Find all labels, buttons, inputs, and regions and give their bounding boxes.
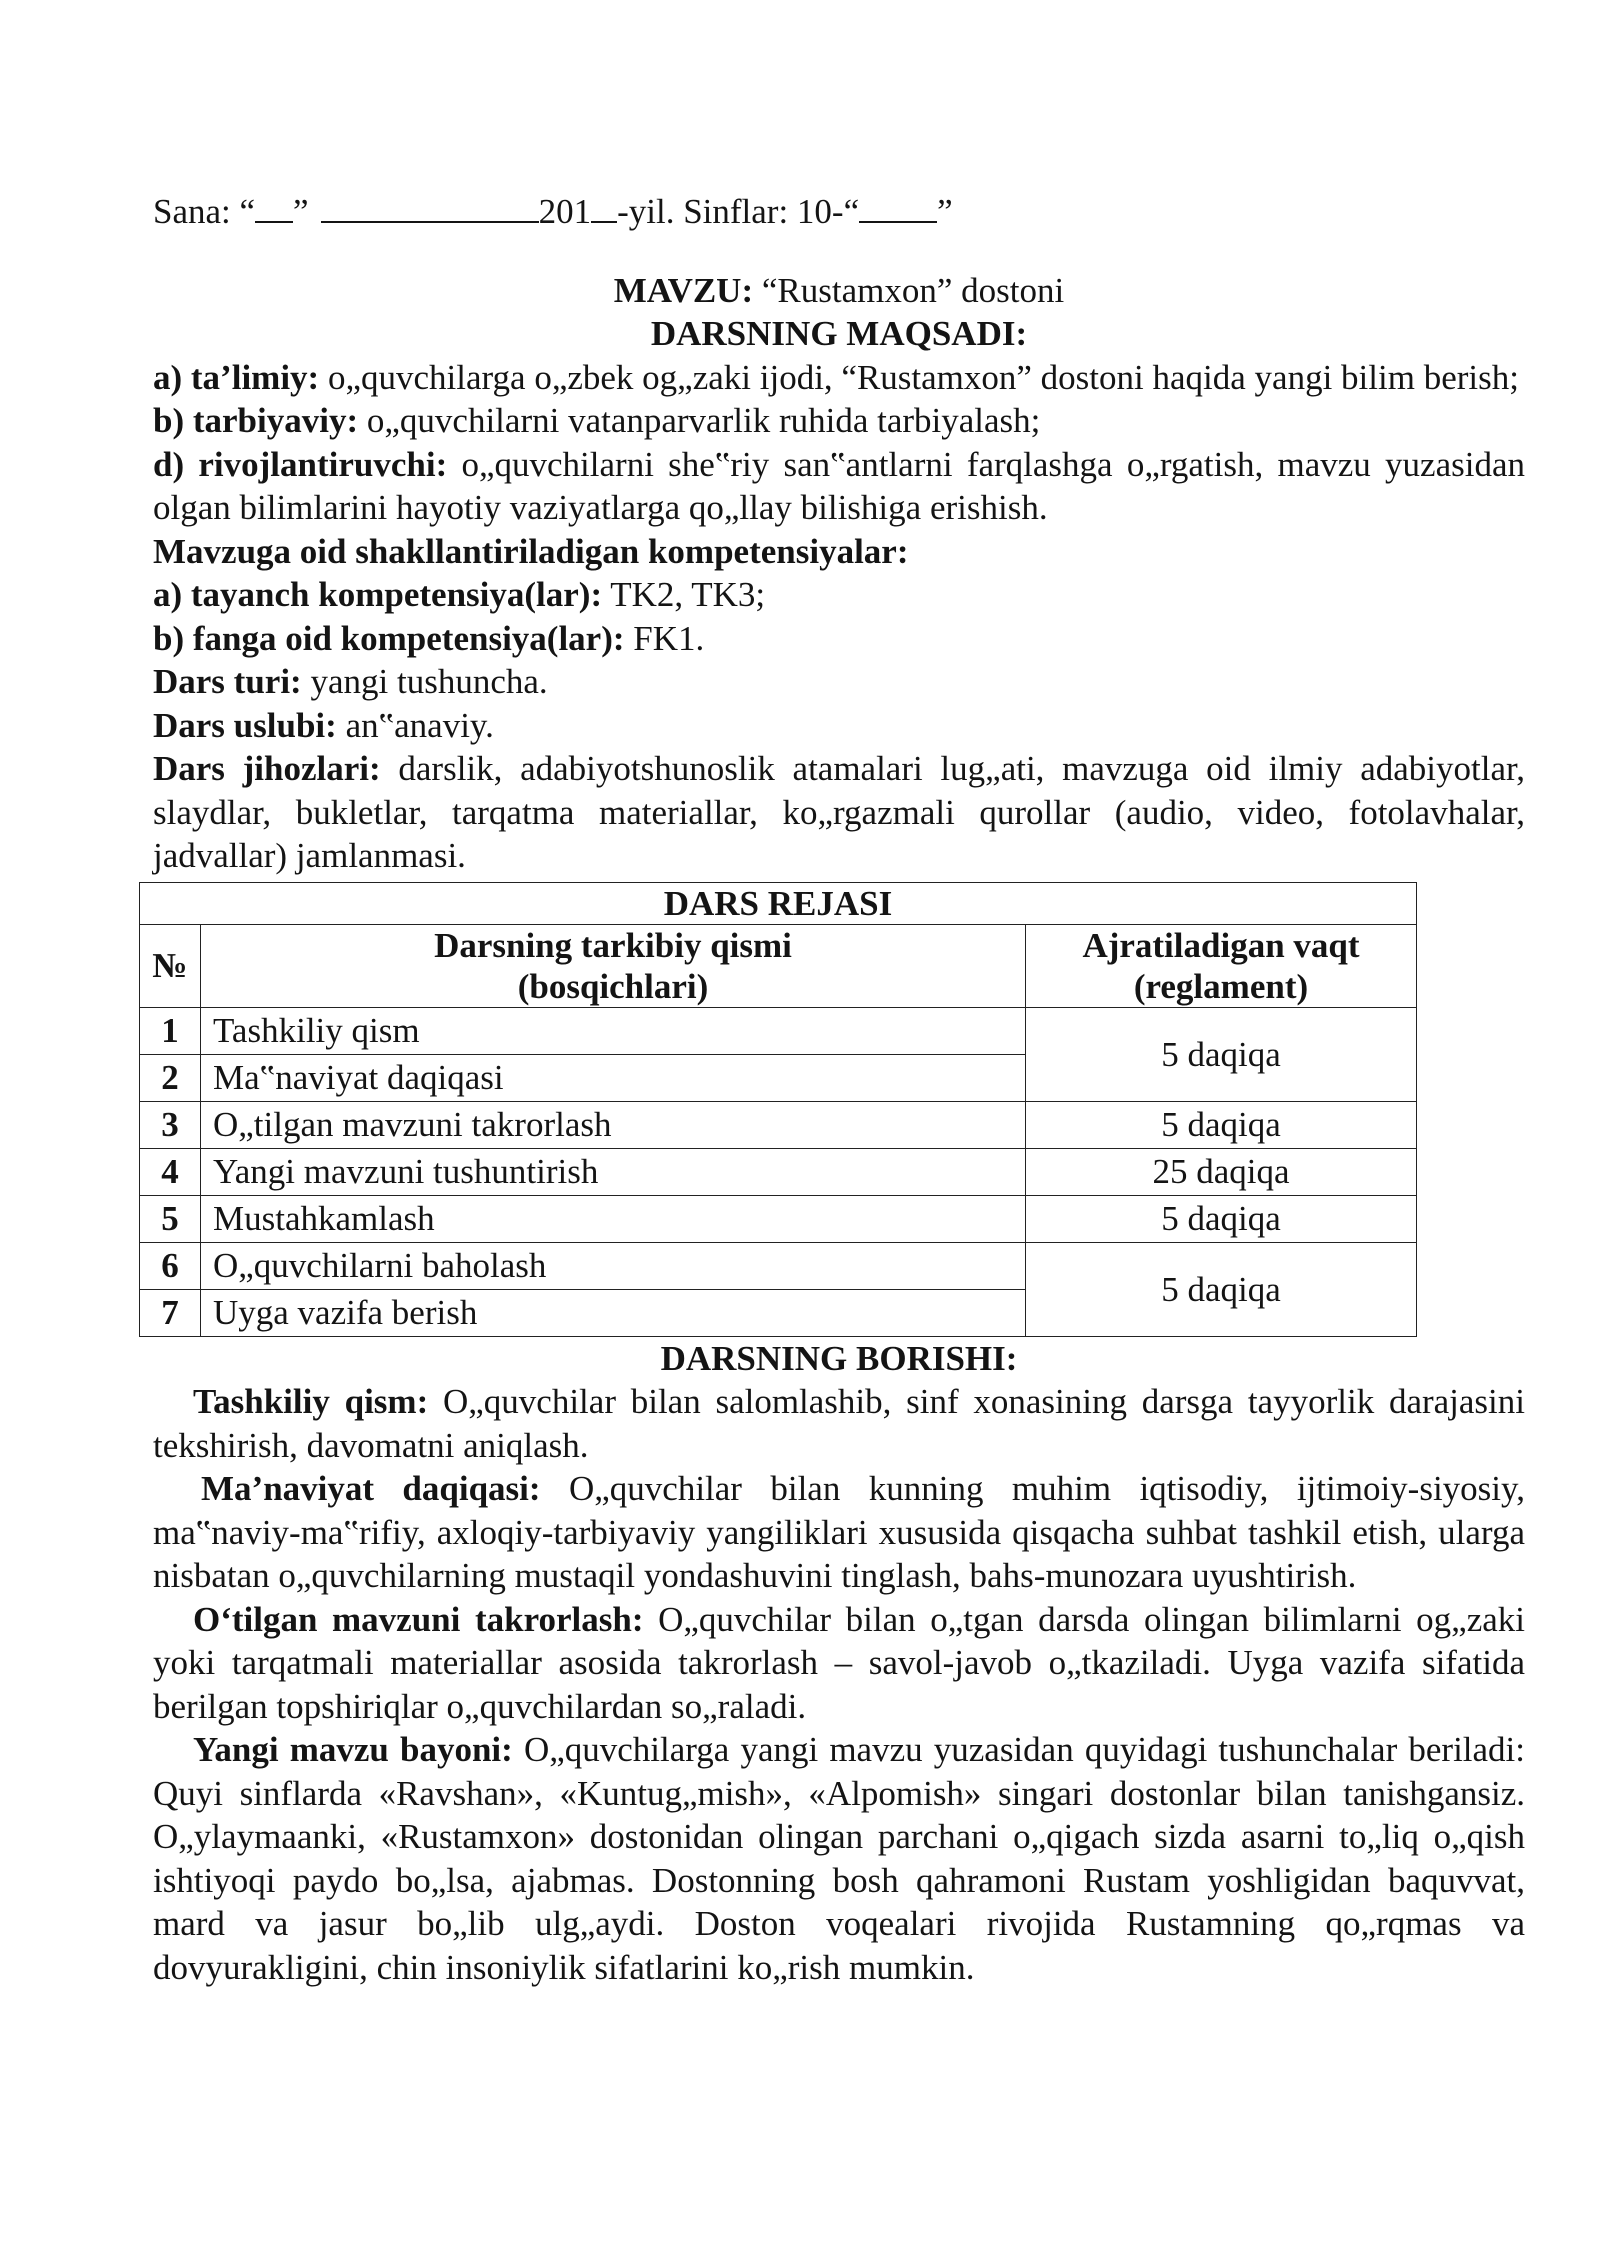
row-stage: Yangi mavzuni tushuntirish: [201, 1148, 1026, 1195]
table-row: [140, 1007, 1417, 1054]
day-blank: [255, 191, 293, 223]
row-num: 2: [140, 1054, 201, 1101]
row-stage: O„quvchilarni baholash: [201, 1242, 1026, 1289]
plan-col-num: №: [140, 924, 201, 1007]
competency-core-label: a) tayanch kompetensiya(lar):: [153, 575, 603, 614]
class-quote-close: ”: [937, 192, 953, 231]
progress-new-topic: [153, 1728, 1525, 1989]
goal-educational-label: a) ta’limiy:: [153, 357, 320, 397]
table-row: [140, 1242, 1417, 1289]
competency-core: [153, 573, 1525, 617]
row-time: 5 daqiqa: [1026, 1242, 1417, 1336]
progress-title: DARSNING BORISHI:: [660, 1338, 1018, 1378]
goal-upbringing-label: b) tarbiyaviy:: [153, 401, 359, 440]
row-stage: Uyga vazifa berish: [201, 1289, 1026, 1336]
goal-developing-text: o„quvchilarni she‟riy san‟antlarni farqlashga o„rgatish, mavzu yuzasidan olgan bilimlarini hayotiy vaziyatlarga qo„llay bilishiga erishish.: [153, 444, 1525, 527]
lesson-plan-table: [139, 882, 1417, 1337]
lesson-method: [153, 704, 1525, 748]
competency-subject: [153, 617, 1525, 661]
table-row: [140, 1148, 1417, 1195]
plan-col-time: [1026, 924, 1417, 1007]
plan-col-stage-line2: (bosqichlari): [517, 966, 709, 1006]
lesson-equipment-text: darslik, adabiyotshunoslik atamalari lug„ati, mavzuga oid ilmiy adabiyotlar, slaydlar, bukletlar, tarqatma materiallar, ko„rgazmali qurollar (audio, video, fotolavhalar, jadvallar) jamlanmasi.: [153, 749, 1526, 875]
row-num: 6: [140, 1242, 201, 1289]
progress-new-topic-text: O„quvchilarga yangi mavzu yuzasidan quyidagi tushunchalar beriladi: Quyi sinflarda «Ravshan», «Kuntug„mish», «Alpomish» singari dostonlar bilan tanishgansiz. O„ylaymaanki, «Rustamxon» dostonidan olingan parchani o„qigach sizda asarni to„liq o„qish ishtiyoqi paydo bo„lsa, ajabmas. Dostonning bosh qahramoni Rustam yoshligidan baquvvat, mard va jasur bo„lib ulg„aydi. Doston voqealari rivojida Rustamning qo„rqmas va dovyurakligini, chin insoniylik sifatlarini ko„rish mumkin.: [153, 1730, 1525, 1987]
goal-educational: [153, 356, 1525, 400]
progress-organizational-text: O„quvchilar bilan salomlashib, sinf xonasining darsga tayyorlik darajasini tekshirish, davomatni aniqlash.: [153, 1382, 1525, 1465]
goal-upbringing-text: o„quvchilarni vatanparvarlik ruhida tarbiyalash;: [366, 401, 1041, 440]
row-stage: Ma‟naviyat daqiqasi: [201, 1054, 1026, 1101]
lesson-type-label: Dars turi:: [153, 662, 302, 701]
row-stage: Tashkiliy qism: [201, 1007, 1026, 1054]
plan-col-time-line2: (reglament): [1133, 966, 1309, 1006]
competency-subject-text: FK1.: [633, 618, 705, 658]
plan-col-stage: [201, 924, 1026, 1007]
row-stage: O„tilgan mavzuni takrorlash: [201, 1101, 1026, 1148]
lesson-method-label: Dars uslubi:: [153, 705, 337, 745]
topic-line: [153, 269, 1525, 313]
month-blank: [321, 191, 539, 223]
date-line: [153, 190, 1525, 234]
year-prefix: 201: [538, 192, 592, 231]
goals-title: DARSNING MAQSADI:: [650, 314, 1028, 353]
row-time: 5 daqiqa: [1026, 1101, 1417, 1148]
lesson-type: [153, 660, 1525, 704]
competencies-title: Mavzuga oid shakllantiriladigan kompetensiyalar:: [153, 531, 909, 571]
date-label: Sana: “: [153, 192, 256, 231]
lesson-equipment-label: Dars jihozlari:: [153, 749, 381, 788]
date-quote-close: ”: [293, 192, 309, 231]
row-num: 7: [140, 1289, 201, 1336]
competency-subject-label: b) fanga oid kompetensiya(lar):: [153, 618, 625, 658]
topic-label: MAVZU:: [613, 270, 754, 310]
progress-review: [153, 1598, 1525, 1729]
plan-col-stage-line1: Darsning tarkibiy qismi: [434, 925, 792, 965]
plan-col-time-line1: Ajratiladigan vaqt: [1082, 925, 1360, 965]
row-time: 25 daqiqa: [1026, 1148, 1417, 1195]
table-row: [140, 1101, 1417, 1148]
progress-spirituality-text: O„quvchilar bilan kunning muhim iqtisodiy, ijtimoiy-siyosiy, ma‟naviy-ma‟rifiy, axloqiy-tarbiyaviy yangiliklari xususida qisqacha suhbat tashkil etish, ularga nisbatan o„quvchilarning mustaqil yondashuvini tinglash, bahs-munozara uyushtirish.: [153, 1469, 1526, 1595]
progress-organizational-label: Tashkiliy qism:: [193, 1382, 429, 1421]
goal-developing: [153, 443, 1525, 530]
row-num: 1: [140, 1007, 201, 1054]
document-page: [153, 190, 1525, 1989]
progress-new-topic-label: Yangi mavzu bayoni:: [193, 1730, 513, 1769]
table-row: [140, 1195, 1417, 1242]
row-time: 5 daqiqa: [1026, 1007, 1417, 1101]
plan-title: DARS REJASI: [140, 882, 1417, 924]
progress-organizational: [153, 1380, 1525, 1467]
goal-developing-label: d) rivojlantiruvchi:: [153, 444, 448, 484]
year-blank: [591, 191, 617, 223]
lesson-method-text: an‟anaviy.: [345, 705, 494, 745]
row-time: 5 daqiqa: [1026, 1195, 1417, 1242]
lesson-equipment: [153, 747, 1525, 878]
row-num: 5: [140, 1195, 201, 1242]
progress-spirituality: [153, 1467, 1525, 1598]
year-suffix: -yil. Sinflar: 10-“: [617, 192, 860, 231]
goal-upbringing: [153, 399, 1525, 443]
progress-spirituality-label: Ma’naviyat daqiqasi:: [201, 1469, 541, 1508]
topic-value: “Rustamxon” dostoni: [761, 270, 1065, 310]
progress-review-text: O„quvchilar bilan o„tgan darsda olingan bilimlarni og„zaki yoki tarqatmali materiallar asosida takrorlash – savol-javob o„tkaziladi. Uyga vazifa sifatida berilgan topshiriqlar o„quvchilardan so„raladi.: [153, 1599, 1526, 1726]
lesson-type-text: yangi tushuncha.: [310, 662, 548, 701]
competency-core-text: TK2, TK3;: [610, 575, 766, 614]
class-blank: [859, 191, 937, 223]
row-num: 3: [140, 1101, 201, 1148]
row-stage: Mustahkamlash: [201, 1195, 1026, 1242]
row-num: 4: [140, 1148, 201, 1195]
goal-educational-text: o„quvchilarga o„zbek og„zaki ijodi, “Rustamxon” dostoni haqida yangi bilim berish;: [327, 357, 1519, 397]
progress-review-label: O‘tilgan mavzuni takrorlash:: [193, 1599, 644, 1639]
